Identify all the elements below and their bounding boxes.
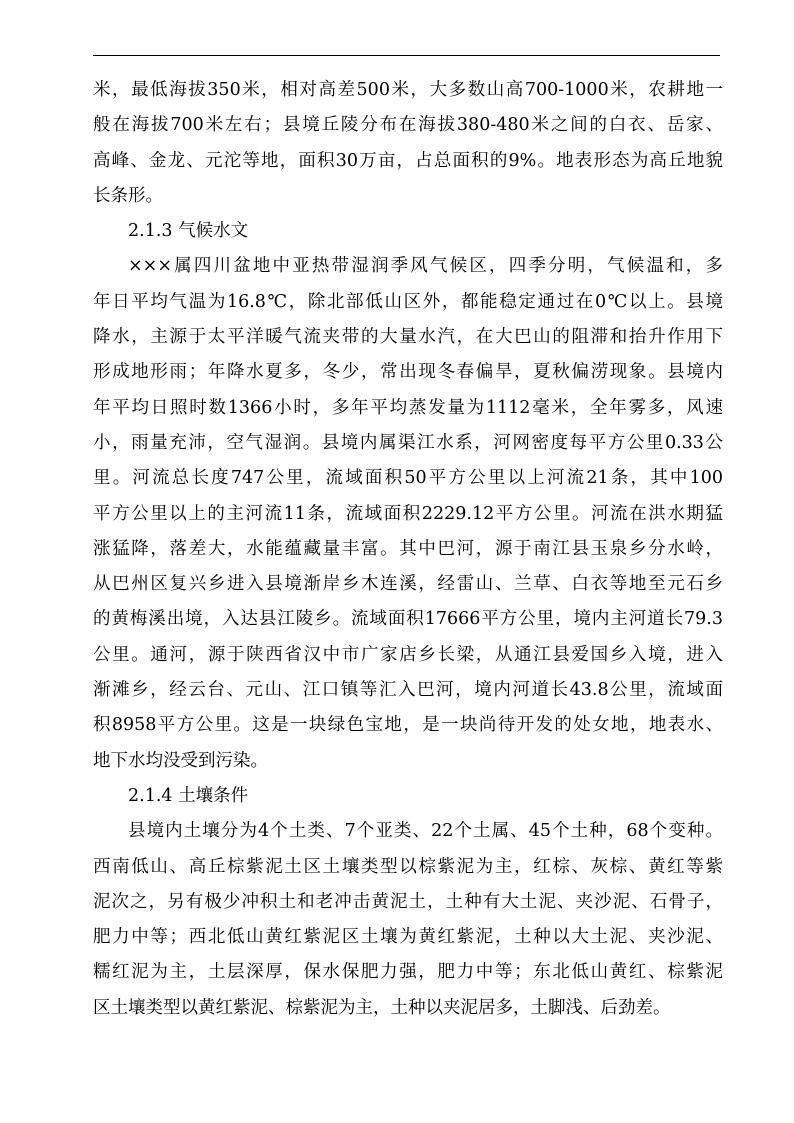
para2-line: 地下水均没受到污染。	[93, 750, 268, 771]
para1-line: 长条形。	[93, 185, 163, 206]
para3-line: 肥力中等；西北低山黄红紫泥区土壤为黄红紫泥，土种以大土泥、夹沙泥、	[93, 927, 723, 948]
para2-line: 年平均日照时数1366小时，多年平均蒸发量为1112毫米，全年雾多，风速	[93, 397, 723, 418]
header-rule	[93, 55, 720, 56]
para2-line: 积8958平方公里。这是一块绿色宝地，是一块尚待开发的处女地，地表水、	[93, 715, 723, 736]
para2-line: 的黄梅溪出境，入达县江陵乡。流域面积17666平方公里，境内主河道长79.3	[93, 609, 723, 630]
para1-line: 米，最低海拔350米，相对高差500米，大多数山高700-1000米，农耕地一	[93, 80, 723, 100]
section-heading-climate: 2.1.3 气候水文	[128, 221, 249, 242]
para3-line: 西南低山、高丘棕紫泥土区土壤类型以棕紫泥为主，红棕、灰棕、黄红等紫	[93, 856, 723, 877]
page-body	[93, 73, 723, 1026]
section-heading-soil: 2.1.4 土壤条件	[128, 785, 249, 806]
para2-line: 涨猛降，落差大，水能蕴藏量丰富。其中巴河，源于南江县玉泉乡分水岭，	[93, 538, 723, 559]
para3-line: 糯红泥为主，土层深厚，保水保肥力强，肥力中等；东北低山黄红、棕紫泥	[93, 962, 723, 983]
para3-line: 泥次之，另有极少冲积土和老冲击黄泥土，土种有大土泥、夹沙泥、石骨子，	[93, 891, 723, 912]
para2-line: 平方公里以上的主河流11条，流域面积2229.12平方公里。河流在洪水期猛	[93, 503, 723, 524]
para2-line: 年日平均气温为16.8℃，除北部低山区外，都能稳定通过在0℃以上。县境	[93, 291, 723, 312]
para3-line: 区土壤类型以黄红紫泥、棕紫泥为主，土种以夹泥居多，土脚浅、后劲差。	[93, 997, 671, 1018]
para2-line: 小，雨量充沛，空气湿润。县境内属渠江水系，河网密度每平方公里0.33公	[93, 432, 723, 453]
para2-line: 渐滩乡，经云台、元山、江口镇等汇入巴河，境内河道长43.8公里，流域面	[93, 680, 723, 701]
para2-line: 形成地形雨；年降水夏多，冬少，常出现冬春偏旱，夏秋偏涝现象。县境内	[93, 362, 723, 383]
para2-line: 公里。通河，源于陕西省汉中市广家店乡长梁，从通江县爱国乡入境，进入	[93, 644, 723, 665]
para1-line: 般在海拔700米左右；县境丘陵分布在海拔380-480米之间的白衣、岳家、	[93, 115, 723, 136]
para1-line: 高峰、金龙、元沱等地，面积30万亩，占总面积的9%。地表形态为高丘地貌	[93, 150, 723, 171]
para2-line: 里。河流总长度747公里，流域面积50平方公里以上河流21条，其中100	[93, 468, 723, 489]
para2-line: 从巴州区复兴乡进入县境渐岸乡木连溪，经雷山、兰草、白衣等地至元石乡	[93, 574, 723, 595]
para2-line: ×××属四川盆地中亚热带湿润季风气候区，四季分明，气候温和，多	[128, 256, 723, 277]
para2-line: 降水，主源于太平洋暖气流夹带的大量水汽，在大巴山的阻滞和抬升作用下	[93, 327, 723, 348]
para3-line: 县境内土壤分为4个土类、7个亚类、22个土属、45个土种，68个变种。	[128, 821, 723, 842]
